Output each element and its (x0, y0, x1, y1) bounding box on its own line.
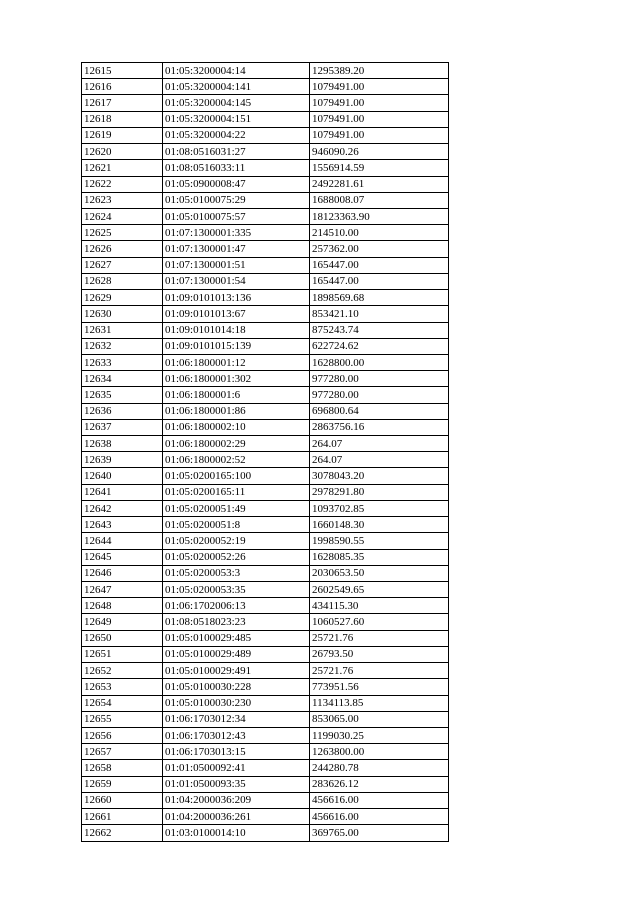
table-row (82, 695, 449, 711)
value-cell: 456616.00 (310, 809, 449, 825)
cadastral-number-cell: 01:09:0101014:18 (163, 322, 310, 338)
cadastral-number-cell: 01:05:0100029:485 (163, 630, 310, 646)
table-row (82, 387, 449, 403)
cadastral-number-cell: 01:05:0100029:491 (163, 663, 310, 679)
row-number-cell: 12635 (82, 387, 163, 403)
row-number-cell: 12633 (82, 354, 163, 370)
table-row (82, 79, 449, 95)
value-cell: 1060527.60 (310, 614, 449, 630)
row-number-cell: 12654 (82, 695, 163, 711)
cadastral-number-cell: 01:07:1300001:335 (163, 225, 310, 241)
row-number-cell: 12641 (82, 484, 163, 500)
row-number-cell: 12655 (82, 711, 163, 727)
row-number-cell: 12657 (82, 744, 163, 760)
cadastral-number-cell: 01:03:0100014:10 (163, 825, 310, 841)
row-number-cell: 12662 (82, 825, 163, 841)
table-row (82, 533, 449, 549)
row-number-cell: 12631 (82, 322, 163, 338)
cadastral-number-cell: 01:07:1300001:47 (163, 241, 310, 257)
table-row (82, 322, 449, 338)
cadastral-number-cell: 01:06:1800002:10 (163, 419, 310, 435)
table-row (82, 403, 449, 419)
value-cell: 2978291.80 (310, 484, 449, 500)
value-cell: 2602549.65 (310, 582, 449, 598)
value-cell: 946090.26 (310, 144, 449, 160)
table-row (82, 517, 449, 533)
cadastral-number-cell: 01:05:3200004:145 (163, 95, 310, 111)
row-number-cell: 12616 (82, 79, 163, 95)
table-body (82, 63, 449, 842)
table-row (82, 176, 449, 192)
row-number-cell: 12624 (82, 208, 163, 224)
cadastral-number-cell: 01:05:0100030:230 (163, 695, 310, 711)
value-cell: 257362.00 (310, 241, 449, 257)
table-row (82, 436, 449, 452)
value-cell: 977280.00 (310, 371, 449, 387)
row-number-cell: 12651 (82, 646, 163, 662)
value-cell: 773951.56 (310, 679, 449, 695)
cadastral-number-cell: 01:05:3200004:141 (163, 79, 310, 95)
table-row (82, 371, 449, 387)
table-row (82, 192, 449, 208)
row-number-cell: 12626 (82, 241, 163, 257)
table-row (82, 468, 449, 484)
row-number-cell: 12627 (82, 257, 163, 273)
value-cell: 1556914.59 (310, 160, 449, 176)
row-number-cell: 12658 (82, 760, 163, 776)
row-number-cell: 12661 (82, 809, 163, 825)
table-row (82, 160, 449, 176)
value-cell: 1688008.07 (310, 192, 449, 208)
value-cell: 1079491.00 (310, 127, 449, 143)
table-row (82, 290, 449, 306)
value-cell: 1263800.00 (310, 744, 449, 760)
value-cell: 2863756.16 (310, 419, 449, 435)
table-row (82, 144, 449, 160)
table-row (82, 792, 449, 808)
table-row (82, 452, 449, 468)
value-cell: 1079491.00 (310, 111, 449, 127)
value-cell: 1093702.85 (310, 500, 449, 516)
cadastral-number-cell: 01:08:0518023:23 (163, 614, 310, 630)
value-cell: 622724.62 (310, 338, 449, 354)
row-number-cell: 12647 (82, 582, 163, 598)
value-cell: 1199030.25 (310, 727, 449, 743)
table-row (82, 549, 449, 565)
table-row (82, 484, 449, 500)
row-number-cell: 12628 (82, 273, 163, 289)
value-cell: 1079491.00 (310, 95, 449, 111)
row-number-cell: 12622 (82, 176, 163, 192)
cadastral-number-cell: 01:06:1800001:86 (163, 403, 310, 419)
value-cell: 2492281.61 (310, 176, 449, 192)
value-cell: 1134113.85 (310, 695, 449, 711)
table-row (82, 273, 449, 289)
row-number-cell: 12619 (82, 127, 163, 143)
row-number-cell: 12648 (82, 598, 163, 614)
row-number-cell: 12637 (82, 419, 163, 435)
row-number-cell: 12644 (82, 533, 163, 549)
value-cell: 1898569.68 (310, 290, 449, 306)
table-row (82, 95, 449, 111)
row-number-cell: 12636 (82, 403, 163, 419)
table-row (82, 646, 449, 662)
value-cell: 165447.00 (310, 273, 449, 289)
cadastral-number-cell: 01:05:0200165:11 (163, 484, 310, 500)
cadastral-number-cell: 01:06:1703012:43 (163, 727, 310, 743)
cadastral-number-cell: 01:05:0100075:29 (163, 192, 310, 208)
row-number-cell: 12618 (82, 111, 163, 127)
table-row (82, 630, 449, 646)
cadastral-number-cell: 01:05:3200004:22 (163, 127, 310, 143)
cadastral-number-cell: 01:06:1800001:302 (163, 371, 310, 387)
value-cell: 244280.78 (310, 760, 449, 776)
cadastral-number-cell: 01:06:1702006:13 (163, 598, 310, 614)
cadastral-number-cell: 01:09:0101013:136 (163, 290, 310, 306)
value-cell: 283626.12 (310, 776, 449, 792)
value-cell: 1079491.00 (310, 79, 449, 95)
cadastral-number-cell: 01:08:0516033:11 (163, 160, 310, 176)
value-cell: 1628800.00 (310, 354, 449, 370)
cadastral-number-cell: 01:07:1300001:51 (163, 257, 310, 273)
value-cell: 214510.00 (310, 225, 449, 241)
table-row (82, 727, 449, 743)
table-row (82, 565, 449, 581)
row-number-cell: 12629 (82, 290, 163, 306)
row-number-cell: 12653 (82, 679, 163, 695)
cadastral-number-cell: 01:01:0500092:41 (163, 760, 310, 776)
table-row (82, 582, 449, 598)
cadastral-number-cell: 01:05:0200051:49 (163, 500, 310, 516)
value-cell: 456616.00 (310, 792, 449, 808)
value-cell: 434115.30 (310, 598, 449, 614)
table-row (82, 241, 449, 257)
cadastral-number-cell: 01:05:0200165:100 (163, 468, 310, 484)
value-cell: 264.07 (310, 436, 449, 452)
row-number-cell: 12615 (82, 63, 163, 79)
table-row (82, 338, 449, 354)
cadastral-number-cell: 01:05:0900008:47 (163, 176, 310, 192)
value-cell: 977280.00 (310, 387, 449, 403)
cadastral-number-cell: 01:06:1800002:29 (163, 436, 310, 452)
row-number-cell: 12660 (82, 792, 163, 808)
cadastral-number-cell: 01:04:2000036:209 (163, 792, 310, 808)
row-number-cell: 12642 (82, 500, 163, 516)
cadastral-number-cell: 01:05:0100030:228 (163, 679, 310, 695)
table-row (82, 679, 449, 695)
table-row (82, 63, 449, 79)
row-number-cell: 12638 (82, 436, 163, 452)
table-row (82, 257, 449, 273)
row-number-cell: 12659 (82, 776, 163, 792)
value-cell: 264.07 (310, 452, 449, 468)
row-number-cell: 12656 (82, 727, 163, 743)
row-number-cell: 12634 (82, 371, 163, 387)
row-number-cell: 12643 (82, 517, 163, 533)
value-cell: 1660148.30 (310, 517, 449, 533)
value-cell: 25721.76 (310, 630, 449, 646)
cadastral-number-cell: 01:07:1300001:54 (163, 273, 310, 289)
table-row (82, 500, 449, 516)
table-row (82, 127, 449, 143)
table-row (82, 208, 449, 224)
value-cell: 2030653.50 (310, 565, 449, 581)
table-row (82, 306, 449, 322)
cadastral-number-cell: 01:05:0200051:8 (163, 517, 310, 533)
value-cell: 369765.00 (310, 825, 449, 841)
row-number-cell: 12623 (82, 192, 163, 208)
table-row (82, 225, 449, 241)
row-number-cell: 12620 (82, 144, 163, 160)
cadastral-number-cell: 01:05:0200053:3 (163, 565, 310, 581)
value-cell: 1628085.35 (310, 549, 449, 565)
table-row (82, 809, 449, 825)
value-cell: 26793.50 (310, 646, 449, 662)
value-cell: 1998590.55 (310, 533, 449, 549)
table-row (82, 760, 449, 776)
data-table (81, 62, 449, 842)
cadastral-number-cell: 01:06:1703013:15 (163, 744, 310, 760)
table-row (82, 825, 449, 841)
cadastral-number-cell: 01:06:1800002:52 (163, 452, 310, 468)
cadastral-number-cell: 01:06:1703012:34 (163, 711, 310, 727)
cadastral-number-cell: 01:09:0101013:67 (163, 306, 310, 322)
cadastral-number-cell: 01:05:3200004:151 (163, 111, 310, 127)
row-number-cell: 12639 (82, 452, 163, 468)
row-number-cell: 12617 (82, 95, 163, 111)
cadastral-number-cell: 01:04:2000036:261 (163, 809, 310, 825)
value-cell: 875243.74 (310, 322, 449, 338)
row-number-cell: 12625 (82, 225, 163, 241)
cadastral-number-cell: 01:05:0100075:57 (163, 208, 310, 224)
value-cell: 165447.00 (310, 257, 449, 273)
table-row (82, 776, 449, 792)
value-cell: 1295389.20 (310, 63, 449, 79)
cadastral-number-cell: 01:05:0200052:26 (163, 549, 310, 565)
row-number-cell: 12640 (82, 468, 163, 484)
row-number-cell: 12632 (82, 338, 163, 354)
row-number-cell: 12645 (82, 549, 163, 565)
table-row (82, 744, 449, 760)
cadastral-number-cell: 01:05:0200052:19 (163, 533, 310, 549)
cadastral-number-cell: 01:09:0101015:139 (163, 338, 310, 354)
table-row (82, 711, 449, 727)
value-cell: 696800.64 (310, 403, 449, 419)
value-cell: 853065.00 (310, 711, 449, 727)
row-number-cell: 12650 (82, 630, 163, 646)
row-number-cell: 12652 (82, 663, 163, 679)
row-number-cell: 12646 (82, 565, 163, 581)
value-cell: 853421.10 (310, 306, 449, 322)
cadastral-number-cell: 01:05:0200053:35 (163, 582, 310, 598)
row-number-cell: 12649 (82, 614, 163, 630)
table-row (82, 111, 449, 127)
row-number-cell: 12621 (82, 160, 163, 176)
value-cell: 25721.76 (310, 663, 449, 679)
cadastral-number-cell: 01:06:1800001:12 (163, 354, 310, 370)
table-row (82, 663, 449, 679)
table-row (82, 598, 449, 614)
cadastral-number-cell: 01:05:0100029:489 (163, 646, 310, 662)
value-cell: 18123363.90 (310, 208, 449, 224)
table-row (82, 354, 449, 370)
cadastral-number-cell: 01:08:0516031:27 (163, 144, 310, 160)
row-number-cell: 12630 (82, 306, 163, 322)
table-row (82, 614, 449, 630)
value-cell: 3078043.20 (310, 468, 449, 484)
table-row (82, 419, 449, 435)
cadastral-number-cell: 01:01:0500093:35 (163, 776, 310, 792)
cadastral-number-cell: 01:05:3200004:14 (163, 63, 310, 79)
cadastral-number-cell: 01:06:1800001:6 (163, 387, 310, 403)
